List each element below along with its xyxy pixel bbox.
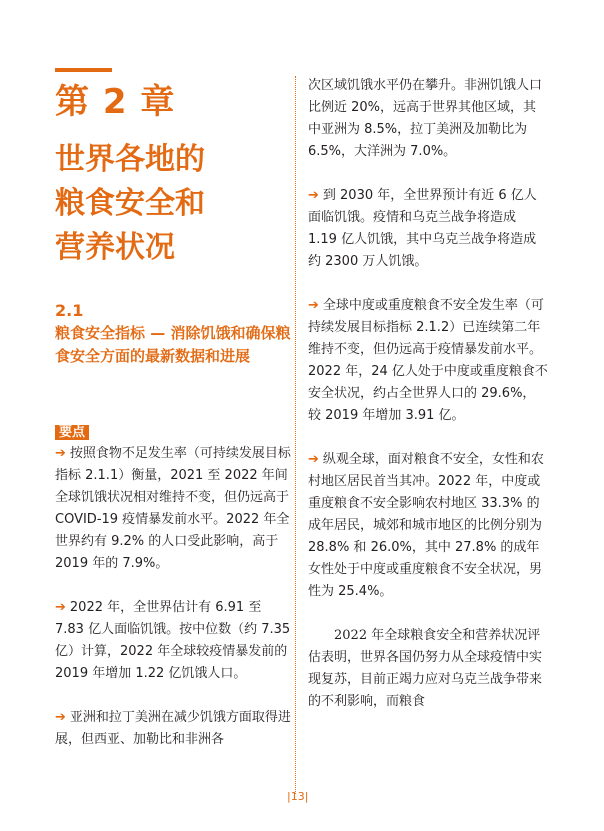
- key-points-label: 要点: [55, 425, 89, 440]
- key-point-item: ➔ 全球中度或重度粮食不安全发生率（可持续发展目标指标 2.1.2）已连续第二年维持不变，但仍远高于疫情暴发前水平。2022 年，24 亿人处于中度或重度粮食不安全状况，约占全世界人口的 29.6%，较 2019 年增加 3.91 亿。: [308, 298, 548, 423]
- arrow-right-icon: ➔: [55, 446, 66, 461]
- chapter-title-line: 营养状况: [55, 230, 175, 265]
- section-title: 粮食安全指标 — 消除饥饿和确保粮食安全方面的最新数据和进展: [55, 324, 291, 365]
- left-column: [55, 443, 291, 751]
- page-number: |13|: [287, 790, 309, 803]
- chapter-title: [55, 138, 205, 270]
- arrow-right-icon: ➔: [308, 452, 319, 467]
- arrow-right-icon: ➔: [308, 298, 319, 313]
- arrow-right-icon: ➔: [55, 710, 66, 725]
- key-point-item: ➔ 按照食物不足发生率（可持续发展目标指标 2.1.1）衡量，2021 至 2022 年间全球饥饿状况相对维持不变，但仍远高于 COVID-19 疫情暴发前水平。2022 年全世界约有 9.2% 的人口受此影响，高于 2019 年的 7.9%。: [55, 446, 291, 571]
- key-point-item: ➔ 2022 年，全世界估计有 6.91 至 7.83 亿人面临饥饿。按中位数（约 7.35 亿）计算，2022 年全球较疫情暴发前的 2019 年增加 1.22 亿饥饿人口。: [55, 600, 291, 681]
- key-point-item: ➔ 亚洲和拉丁美洲在减少饥饿方面取得进展，但西亚、加勒比和非洲各: [55, 710, 291, 747]
- chapter-title-line: 世界各地的: [55, 142, 205, 177]
- column-divider: [295, 76, 296, 794]
- chapter-label: 第 2 章: [55, 82, 176, 122]
- section-number: 2.1: [55, 301, 84, 320]
- key-point-continuation: 次区域饥饿水平仍在攀升。非洲饥饿人口比例近 20%，远高于世界其他区域，其中亚洲为 8.5%，拉丁美洲及加勒比为 6.5%，大洋洲为 7.0%。: [308, 78, 543, 159]
- body-paragraph: 2022 年全球粮食安全和营养状况评估表明，世界各国仍努力从全球疫情中实现复苏，目前正竭力应对乌克兰战争带来的不利影响，而粮食: [308, 628, 543, 709]
- key-point-item: ➔ 到 2030 年，全世界预计有近 6 亿人面临饥饿。疫情和乌克兰战争将造成 1.19 亿人饥饿，其中乌克兰战争将造成约 2300 万人饥饿。: [308, 188, 537, 269]
- right-column: [308, 75, 548, 713]
- chapter-title-line: 粮食安全和: [55, 186, 205, 221]
- chapter-accent-bar: [55, 68, 112, 72]
- key-point-item: ➔ 纵观全球，面对粮食不安全，女性和农村地区居民首当其冲。2022 年，中度或重度粮食不安全影响农村地区 33.3% 的成年居民，城郊和城市地区的比例分别为 28.8% 和 26.0%，其中 27.8% 的成年女性处于中度或重度粮食不安全状况，男性为 25.4%。: [308, 452, 544, 599]
- arrow-right-icon: ➔: [308, 188, 319, 203]
- arrow-right-icon: ➔: [55, 600, 66, 615]
